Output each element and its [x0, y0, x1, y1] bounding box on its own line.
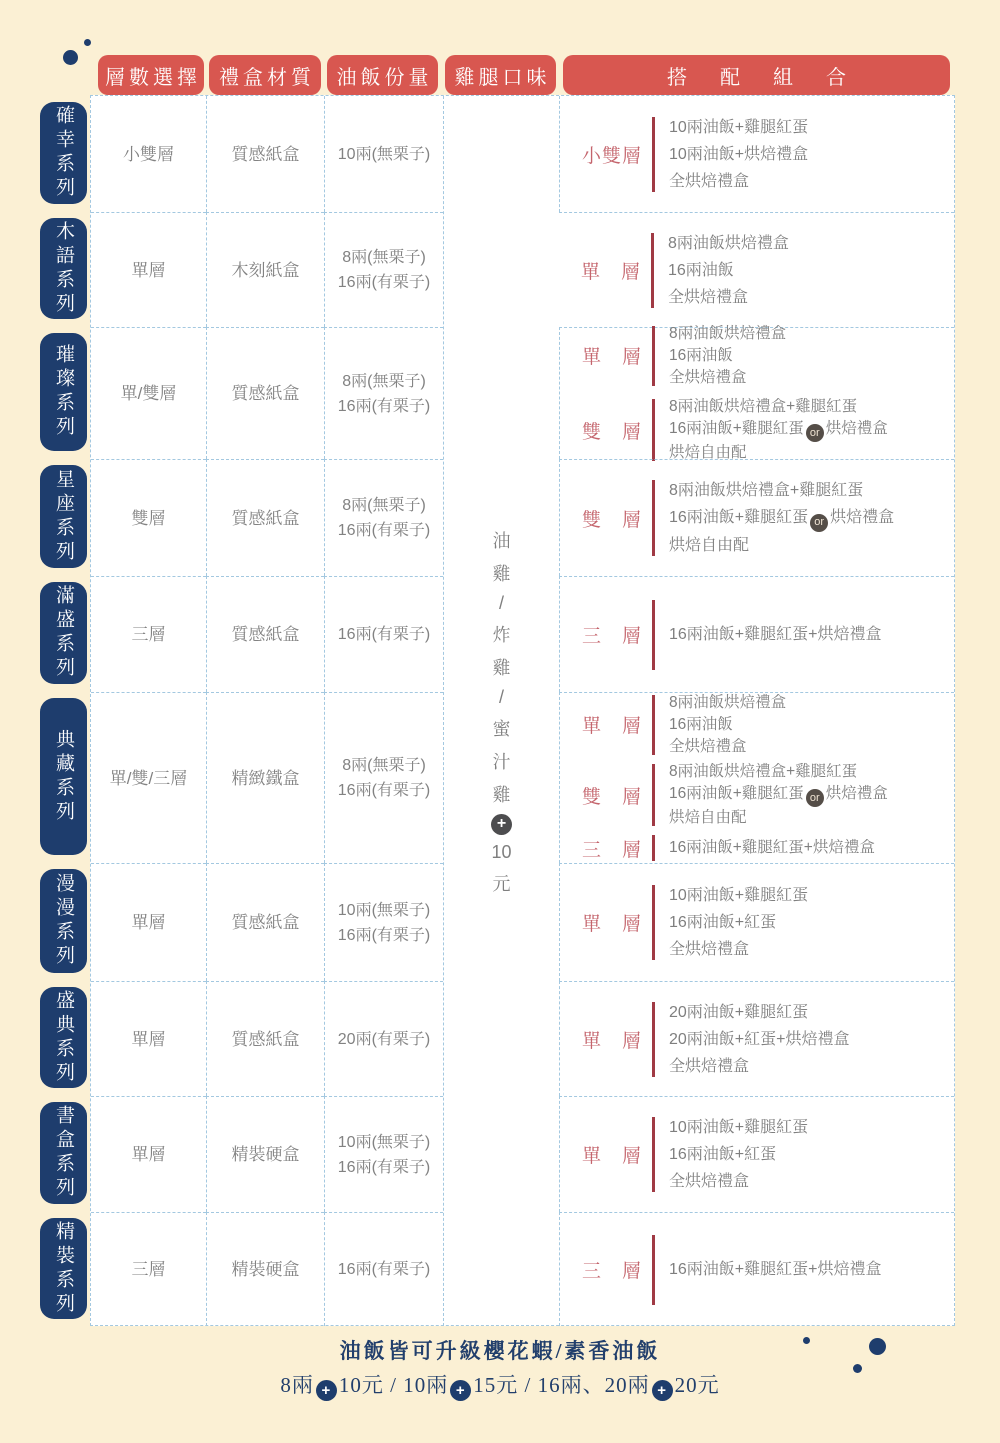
- footer-upgrade-pricing: [0, 1369, 1000, 1401]
- portion-line: 16兩(有栗子): [337, 522, 431, 539]
- cell-layers: 單/雙/三層: [91, 692, 206, 863]
- combo-item: [669, 504, 894, 532]
- combo-items: [669, 882, 808, 963]
- combo-item: 8兩油飯烘焙禮盒: [668, 234, 789, 252]
- combo-item: 8兩油飯烘焙禮盒: [669, 324, 787, 342]
- portion-line: 16兩(有栗子): [337, 1261, 431, 1278]
- combo-label: 雙 層: [581, 509, 642, 531]
- series-pill-jingzhuang: 精裝系列: [40, 1218, 87, 1319]
- combo-item: 全烘焙禮盒: [669, 1057, 750, 1075]
- cell-material: 精緻鐵盒: [206, 692, 324, 863]
- portion-line: 16兩(有栗子): [337, 782, 431, 799]
- combo-label: 單 層: [581, 914, 642, 935]
- combo-item-text: 16兩油飯+雞腿紅蛋: [669, 784, 804, 802]
- plus-icon: +: [450, 1380, 471, 1401]
- combo-item: 烘焙自由配: [669, 536, 750, 554]
- cell-material: 質感紙盒: [206, 96, 324, 212]
- cell-portion: [324, 863, 443, 981]
- cell-layers: 單層: [91, 981, 206, 1096]
- cell-material: 質感紙盒: [206, 981, 324, 1096]
- flavor-char: 炸: [492, 624, 511, 645]
- cell-layers: 雙層: [91, 459, 206, 576]
- combo-item-text: 烘焙禮盒: [825, 784, 888, 802]
- flavor-char: 蜜: [492, 718, 511, 739]
- portion-line: 10兩(無栗子): [337, 145, 431, 163]
- combo-items: [669, 477, 894, 559]
- series-pill-queqing: 確幸系列: [40, 102, 87, 204]
- combo-block: [580, 396, 954, 465]
- combo-divider: [652, 1002, 655, 1077]
- series-pill-shengdian: 盛典系列: [40, 987, 87, 1088]
- cell-material: 質感紙盒: [206, 863, 324, 981]
- cell-material: 精裝硬盒: [206, 1212, 324, 1326]
- cell-portion: [324, 576, 443, 692]
- cell-material: 質感紙盒: [206, 576, 324, 692]
- combo-divider: [652, 600, 655, 670]
- combo-block: [580, 999, 954, 1080]
- combo-divider: [652, 835, 655, 861]
- cell-layers: 三層: [91, 576, 206, 692]
- combo-block: [579, 230, 954, 311]
- flavor-char: 雞: [492, 563, 511, 584]
- combo-divider: [652, 399, 655, 462]
- combo-items: [669, 1256, 882, 1283]
- combo-item: 16兩油飯: [669, 346, 733, 364]
- cell-layers: 單/雙層: [91, 327, 206, 459]
- cell-material: 精裝硬盒: [206, 1096, 324, 1212]
- combo-divider: [652, 1117, 655, 1192]
- combo-divider: [652, 695, 655, 755]
- combo-block: [580, 323, 954, 389]
- combo-divider: [652, 1235, 655, 1305]
- combo-item: 全烘焙禮盒: [669, 941, 750, 958]
- combo-items: [669, 114, 808, 195]
- footer-price-segment: 10元 / 10兩: [338, 1373, 449, 1397]
- flavor-char: 雞: [492, 657, 511, 678]
- cell-combo: [559, 1096, 954, 1212]
- series-pill-xingzuo: 星座系列: [40, 465, 87, 568]
- combo-item: 烘焙自由配: [669, 809, 747, 827]
- combo-label: 單 層: [581, 716, 642, 738]
- portion-line: 8兩(無栗子): [342, 249, 426, 266]
- combo-item: 8兩油飯烘焙禮盒+雞腿紅蛋: [669, 397, 858, 415]
- combo-item: 16兩油飯: [669, 715, 733, 733]
- cell-portion: [324, 96, 443, 212]
- combo-block: [580, 761, 954, 830]
- flavor-char: /: [498, 592, 504, 613]
- combo-item: 全烘焙禮盒: [669, 1173, 750, 1190]
- combo-items: [669, 1114, 808, 1195]
- plus-icon: +: [652, 1380, 673, 1401]
- combo-item-text: 16兩油飯+雞腿紅蛋: [669, 419, 804, 437]
- combo-item: 8兩油飯烘焙禮盒+雞腿紅蛋: [669, 762, 858, 780]
- portion-line: 16兩(有栗子): [337, 1158, 431, 1176]
- combo-items: [669, 692, 786, 758]
- combo-block: [580, 1232, 954, 1308]
- combo-item: 10兩油飯+雞腿紅蛋: [669, 118, 809, 136]
- combo-label: 雙 層: [581, 421, 642, 443]
- combo-item-text: 烘焙禮盒: [830, 509, 895, 527]
- plus-icon: +: [316, 1380, 337, 1401]
- combo-divider: [652, 326, 655, 386]
- cell-layers: 單層: [91, 212, 206, 327]
- series-pill-mansheng: 滿盛系列: [40, 582, 87, 684]
- combo-items: [669, 621, 882, 648]
- portion-line: 8兩(無栗子): [342, 757, 426, 774]
- combo-label: 單 層: [581, 1146, 642, 1167]
- combo-item: [669, 783, 888, 808]
- cell-combo: [559, 212, 954, 327]
- series-pill-shuhe: 書盒系列: [40, 1102, 87, 1204]
- decor-dot: [84, 39, 91, 46]
- cell-combo: [559, 459, 954, 576]
- combo-block: [580, 597, 954, 673]
- combo-label: 單 層: [581, 347, 642, 369]
- combo-item-text: 烘焙禮盒: [825, 419, 888, 437]
- series-pill-diancang: 典藏系列: [40, 698, 87, 855]
- series-pill-muyu: 木語系列: [40, 218, 87, 319]
- combo-items: [669, 323, 786, 389]
- combo-divider: [652, 480, 655, 556]
- combo-item: 8兩油飯烘焙禮盒+雞腿紅蛋: [669, 482, 864, 500]
- combo-divider: [652, 764, 655, 827]
- combo-item: 20兩油飯+紅蛋+烘焙禮盒: [669, 1030, 850, 1048]
- combo-label: 單 層: [580, 261, 641, 283]
- product-table: [90, 95, 955, 1326]
- combo-item: [669, 418, 888, 443]
- cell-layers: 小雙層: [123, 144, 174, 164]
- combo-block: [580, 114, 954, 195]
- cell-material: 木刻紙盒: [206, 212, 324, 327]
- cell-portion: [324, 459, 443, 576]
- combo-block: [580, 1114, 954, 1195]
- combo-item: 全烘焙禮盒: [669, 172, 750, 190]
- cell-portion: [324, 981, 443, 1096]
- cell-layers: 單層: [91, 863, 206, 981]
- column-header-portion: 油飯份量: [327, 55, 438, 95]
- combo-label: 雙 層: [581, 786, 642, 808]
- combo-item: 16兩油飯+紅蛋: [669, 1146, 777, 1163]
- cell-combo: [559, 863, 954, 981]
- footer-price-segment: 20元: [674, 1373, 720, 1397]
- combo-item: 烘焙自由配: [669, 444, 747, 462]
- cell-combo: [559, 96, 954, 212]
- portion-line: 16兩(有栗子): [337, 626, 431, 643]
- or-badge-icon: or: [806, 424, 824, 442]
- combo-item: 16兩油飯+雞腿紅蛋+烘焙禮盒: [669, 626, 882, 643]
- or-badge-icon: or: [806, 789, 824, 807]
- series-pill-cuican: 璀璨系列: [40, 333, 87, 451]
- cell-combo: [559, 981, 954, 1096]
- combo-block: [580, 477, 954, 559]
- column-header-material: 禮盒材質: [209, 55, 321, 95]
- series-pill-manman: 漫漫系列: [40, 869, 87, 973]
- flavor-char: 汁: [492, 751, 511, 772]
- cell-layers: 三層: [91, 1212, 206, 1326]
- combo-divider: [651, 233, 654, 308]
- combo-items: [669, 999, 850, 1080]
- flavor-char: 油: [492, 530, 511, 551]
- combo-label: 小雙層: [581, 145, 642, 167]
- cell-material: 質感紙盒: [206, 459, 324, 576]
- portion-line: 20兩(有栗子): [337, 1030, 431, 1048]
- combo-item: 16兩油飯+雞腿紅蛋+烘焙禮盒: [669, 839, 875, 857]
- cell-portion: [324, 1212, 443, 1326]
- portion-line: 16兩(有栗子): [337, 926, 431, 944]
- combo-item: 8兩油飯烘焙禮盒: [669, 693, 787, 711]
- combo-items: [669, 837, 875, 859]
- combo-label: 三 層: [581, 839, 642, 861]
- flavor-char: 雞: [492, 784, 511, 805]
- or-badge-icon: or: [810, 514, 828, 532]
- combo-item: 全烘焙禮盒: [669, 368, 747, 386]
- combo-item: 10兩油飯+雞腿紅蛋: [669, 887, 809, 904]
- portion-line: 16兩(有栗子): [337, 397, 431, 415]
- column-header-combo: 搭 配 組 合: [563, 55, 950, 95]
- cell-material: 質感紙盒: [206, 327, 324, 459]
- cell-portion: [324, 327, 443, 459]
- combo-item: 16兩油飯: [668, 261, 734, 279]
- column-header-flavor: 雞腿口味: [445, 55, 556, 95]
- flavor-char: /: [498, 686, 504, 707]
- combo-divider: [652, 885, 655, 960]
- combo-item: 20兩油飯+雞腿紅蛋: [669, 1003, 809, 1021]
- combo-divider: [652, 117, 655, 192]
- cell-combo: [559, 576, 954, 692]
- cell-combo: [559, 1212, 954, 1326]
- combo-item: 16兩油飯+紅蛋: [669, 914, 777, 931]
- combo-block: [580, 692, 954, 758]
- cell-combo: [559, 324, 954, 462]
- combo-item: 16兩油飯+雞腿紅蛋+烘焙禮盒: [669, 1261, 882, 1278]
- combo-block: [580, 832, 954, 864]
- portion-line: 10兩(無栗子): [337, 901, 431, 919]
- flavor-price: 10: [491, 841, 512, 862]
- combo-item: 10兩油飯+雞腿紅蛋: [669, 1119, 809, 1136]
- combo-label: 三 層: [581, 1261, 642, 1282]
- plus-icon: +: [491, 814, 512, 835]
- cell-layers: 單層: [91, 1096, 206, 1212]
- portion-line: 8兩(無栗子): [342, 372, 426, 390]
- cell-portion: [324, 212, 443, 327]
- combo-label: 單 層: [581, 1030, 642, 1052]
- footer-price-segment: 15元 / 16兩、20兩: [473, 1373, 650, 1397]
- decor-dot: [63, 50, 78, 65]
- column-header-layers: 層數選擇: [98, 55, 204, 95]
- combo-items: [669, 761, 888, 830]
- combo-label: 三 層: [581, 626, 642, 647]
- flavor-cell: [443, 96, 559, 1326]
- portion-line: 10兩(無栗子): [337, 1133, 431, 1151]
- cell-combo: [559, 692, 954, 863]
- cell-portion: [324, 1096, 443, 1212]
- combo-items: [668, 230, 789, 311]
- portion-line: 8兩(無栗子): [342, 497, 426, 514]
- portion-line: 16兩(有栗子): [337, 274, 431, 291]
- footer-price-segment: 8兩: [280, 1373, 314, 1397]
- combo-item: 10兩油飯+烘焙禮盒: [669, 145, 809, 163]
- combo-item: 全烘焙禮盒: [668, 288, 749, 306]
- footer-upgrade-note: 油飯皆可升級櫻花蝦/素香油飯: [339, 1339, 661, 1363]
- combo-items: [669, 396, 888, 465]
- combo-block: [580, 882, 954, 963]
- combo-item: 全烘焙禮盒: [669, 737, 747, 755]
- combo-item-text: 16兩油飯+雞腿紅蛋: [669, 509, 809, 527]
- cell-portion: [324, 692, 443, 863]
- flavor-unit: 元: [492, 873, 511, 894]
